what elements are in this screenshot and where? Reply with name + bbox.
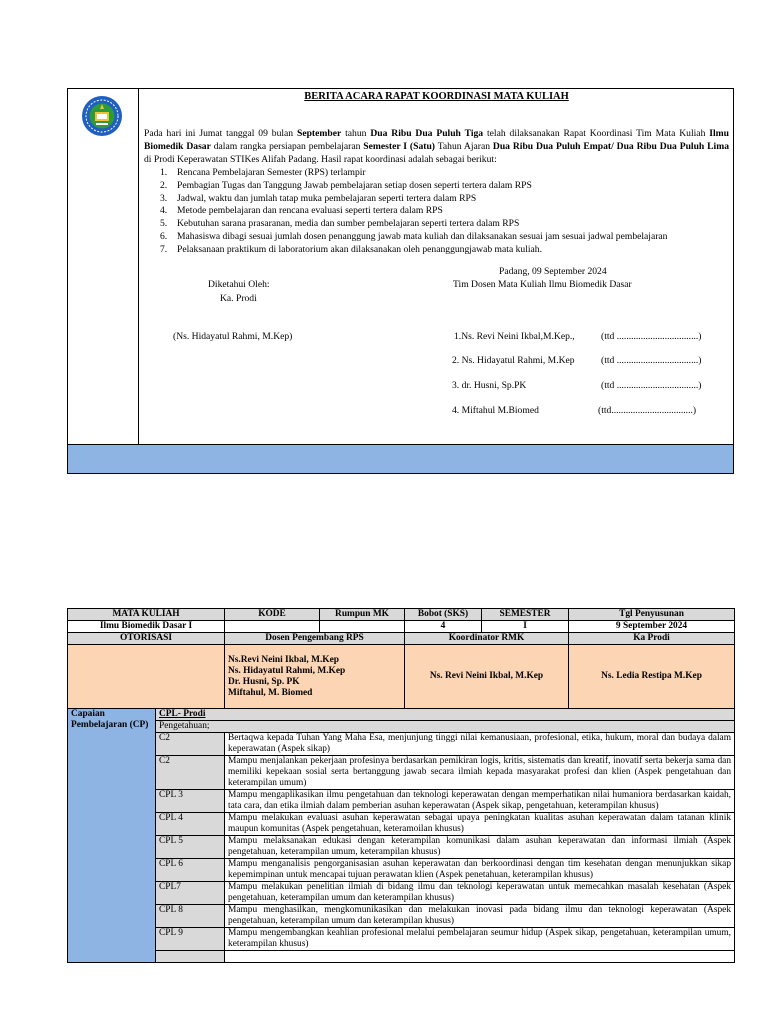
cpl-empty-row [68,951,735,963]
cpl-row [68,790,735,813]
berita-acara-content [140,89,733,445]
intro-bold-text: Dua Ribu Dua Puluh Empat/ Dua Ribu Dua Puluh Lima [492,141,729,152]
logo-column [68,89,139,445]
berita-acara-box [67,88,734,474]
header-semester: SEMESTER [482,609,569,621]
cpl-description: Mampu melakukan evaluasi asuhan keperawatan sebagai upaya peningkatan kualitas asuhan keperawatan dalam tatanan klinik maupun komunitas (Aspek pengetahuan, keteramoilan khusus) [225,813,735,836]
header-mata-kuliah: MATA KULIAH [68,609,225,621]
cpl-description: Mampu menjalankan pekerjaan profesinya berdasarkan pemikiran logis, kritis, sistematis dan kreatif, inovatif serta bekerja sama dan memiliki kepekaan sosial serta bertanggung jawab secara ilmiah kepada masyarakat profesi dan klien (Aspek pengetahuan dan keterampilan umum) [225,756,735,790]
team-member-name: 3. dr. Husni, Sp.PK [452,380,527,391]
decision-item [160,167,729,180]
coordinator-name: Ns. Revi Neini Ikbal, M.Kep [405,645,569,709]
blue-footer-band [68,444,733,473]
cpl-code: CPL 5 [156,836,225,859]
signers-blank [68,645,225,709]
rps-value-row [68,621,735,633]
cpl-description: Mampu melaksanakan edukasi dengan keterampilan komunikasi dalam asuhan keperawatan dan informasi ilmiah (Aspek pengetahuan, keterampilan umum, keterampilan khusus) [225,836,735,859]
cpl-row [68,836,735,859]
intro-bold-text: Ilmu Biomedik Dasar [144,128,729,152]
intro-bold-text: September [296,128,342,139]
cpl-code: CPL7 [156,882,225,905]
document-title: BERITA ACARA RAPAT KOORDINASI MATA KULIAH [304,91,569,102]
cpl-prodi-row [68,709,735,721]
cpl-code: CPL 9 [156,928,225,951]
value-tgl-penyusunan: 9 September 2024 [569,621,735,633]
koordinator-label: Koordinator RMK [405,633,569,645]
decision-item [160,244,729,257]
intro-bold-text: Semester I (Satu) [363,141,435,152]
cpl-code: CPL 4 [156,813,225,836]
cpl-row [68,928,735,951]
value-kode [225,621,320,633]
known-role: Ka. Prodi [220,293,257,304]
header-rumpun-mk: Rumpun MK [320,609,405,621]
decision-text: Rencana Pembelajaran Semester (RPS) terlampir [177,167,366,178]
decision-text: Metode pembelajaran dan rencana evaluasi seperti tertera dalam RPS [177,205,443,217]
rps-table [67,608,735,963]
cpl-code: C2 [156,756,225,790]
intro-text: dalam rangka persiapan pembelajaran [210,141,364,152]
decision-list [160,167,729,257]
decision-item [160,180,729,193]
developer-names [225,645,405,709]
known-by-label: Diketahui Oleh: [208,279,270,290]
prodi-head-name: (Ns. Hidayatul Rahmi, M.Kep) [173,331,293,342]
value-bobot: 4 [405,621,482,633]
value-semester: I [482,621,569,633]
cpl-code: CPL 8 [156,905,225,928]
institution-logo-icon [81,95,123,137]
cpl-description: Bertaqwa kepada Tuhan Yang Maha Esa, menjunjung tinggi nilai kemanusiaan, profesional, etika, hukum, moral dan budaya dalam keperawatan (Aspek sikap) [225,733,735,756]
decision-number: 2. [160,179,168,191]
team-member-name: 1.Ns. Revi Neini Ikbal,M.Kep., [454,331,575,342]
cpl-row [68,756,735,790]
cpl-code: C2 [156,733,225,756]
decision-text: Pembagian Tugas dan Tanggung Jawab pembelajaran setiap dosen seperti tertera dalam RPS [177,179,532,191]
cpl-empty-text [225,951,735,963]
cp-label: Capaian Pembelajaran (CP) [68,709,156,963]
developer-name: Miftahul, M. Biomed [228,687,313,698]
decision-item [160,193,729,206]
header-bobot: Bobot (SKS) [405,609,482,621]
decision-item [160,205,729,218]
signature-line: (ttd ..................................) [601,355,702,366]
team-member-name: 2. Ns. Hidayatul Rahmi, M.Kep [452,355,575,366]
decision-text: Kebutuhan sarana prasaranan, media dan sumber pembelajaran seperti tertera dalam RPS [177,218,520,230]
intro-text: Tahun Ajaran [434,141,493,152]
intro-bold-text: Dua Ribu Dua Puluh Tiga [370,128,484,139]
decision-number: 6. [160,230,168,242]
decision-item [160,231,729,244]
cpl-row [68,733,735,756]
value-rumpun-mk [320,621,405,633]
cpl-description: Mampu menghasilkan, mengkomunikasikan dan melakukan inovasi pada bidang ilmu dan teknologi keperawatan (Aspek pengetahuan, keterampilan umum dan keterampilan khusus) [225,905,735,928]
developer-name: Ns. Hidayatul Rahmi, M.Kep [228,665,346,676]
cpl-code: CPL 3 [156,790,225,813]
intro-text: tahun [341,128,371,139]
decision-number: 3. [160,192,168,204]
cpl-empty-code [156,951,225,963]
value-mata-kuliah: Ilmu Biomedik Dasar I [68,621,225,633]
otorisasi-row [68,633,735,645]
team-member-name: 4. Miftahul M.Biomed [452,405,539,416]
decision-number: 4. [160,205,168,217]
dosen-pengembang-label: Dosen Pengembang RPS [225,633,405,645]
rps-header-row [68,609,735,621]
intro-text: telah dilaksanakan Rapat Koordinasi Tim Mata Kuliah [483,128,710,139]
pengetahuan-row [68,721,735,733]
decision-item [160,218,729,231]
place-date: Padang, 09 September 2024 [499,266,607,277]
intro-paragraph [144,127,729,166]
cpl-row [68,882,735,905]
decision-number: 7. [160,243,168,255]
cpl-description: Mampu mengembangkan keahlian profesional melalui pembelajaran seumur hidup (Aspek sikap, pengetahuan, keterampilan umum, keterampilan khusus) [225,928,735,951]
decision-text: Jadwal, waktu dan jumlah tatap muka pembelajaran seperti tertera dalam RPS [177,192,477,204]
intro-text: di Prodi Keperawatan STIKes Alifah Padang. Hasil rapat koordinasi adalah sebagai berikut: [144,154,497,165]
developer-name: Ns.Revi Neini Ikbal, M.Kep [228,654,339,665]
team-title: Tim Dosen Mata Kuliah Ilmu Biomedik Dasar [453,279,632,290]
signers-row [68,645,735,709]
header-tgl-penyusunan: Tgl Penyusunan [569,609,735,621]
cpl-prodi-label: CPL- Prodi [156,709,735,721]
cpl-description: Mampu mengaplikasikan ilmu pengetahuan dan teknologi keperawatan dengan memperhatikan nilai humaniora berdasarkan kaidah, tata cara, dan etika ilmiah dalam pemberian asuhan keperawatan (Aspek sikap, pengetahuan, keterampilan khusus) [225,790,735,813]
decision-number: 5. [160,218,168,230]
cpl-description: Mampu melakukan penelitian ilmiah di bidang ilmu dan teknologi keperawatan untuk memecahkan masalah kesehatan (Aspek pengetahuan, keterampilan umum dan keterampilan khusus) [225,882,735,905]
cpl-row [68,813,735,836]
cpl-row [68,859,735,882]
cpl-code: CPL 6 [156,859,225,882]
signature-line: (ttd..................................) [598,405,697,416]
ka-prodi-label: Ka Prodi [569,633,735,645]
otorisasi-label: OTORISASI [68,633,225,645]
signature-line: (ttd ..................................) [601,331,702,342]
decision-number: 1. [160,167,168,178]
developer-name: Dr. Husni, Sp. PK [228,676,300,687]
decision-text: Pelaksanaan praktikum di laboratorium akan dilaksanakan oleh penanggungjawab mata kuliah. [177,243,542,255]
pengetahuan-label: Pengetahuan; [156,721,735,733]
header-kode: KODE [225,609,320,621]
prodi-head-name: Ns. Ledia Restipa M.Kep [569,645,735,709]
cpl-description: Mampu menganalisis pengorganisasian asuhan keperawatan dan berkoordinasi dengan tim kesehatan dengan menunjukkan sikap kepemimpinan untuk mencapai tujuan perawatan klien (Aspek penetahuan, keterampilan khusus) [225,859,735,882]
intro-text: Pada hari ini Jumat tanggal 09 bulan [144,128,297,139]
decision-text: Mahasiswa dibagi sesuai jumlah dosen penanggung jawab mata kuliah dan dilaksanakan sesuai jam sesuai jadwal pembelajaran [177,230,668,242]
signature-line: (ttd ..................................) [601,380,702,391]
cpl-row [68,905,735,928]
